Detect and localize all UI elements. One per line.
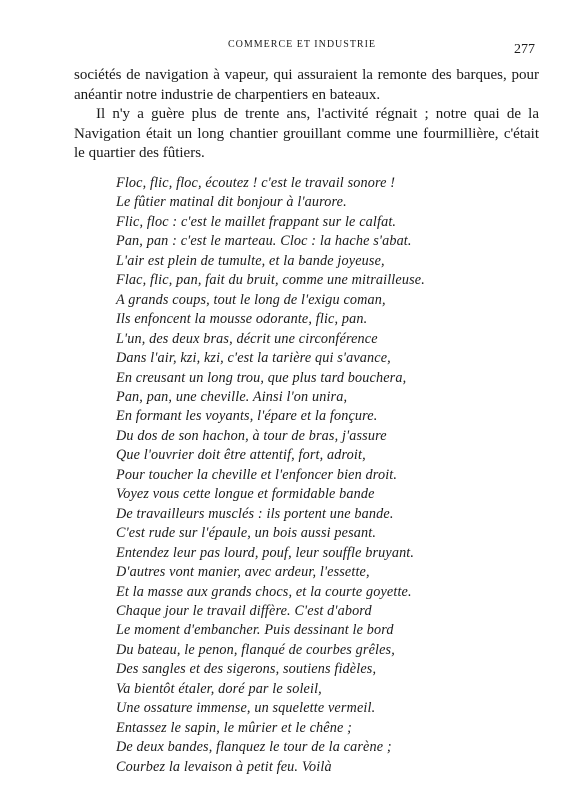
poem-line: Voyez vous cette longue et formidable bande — [116, 486, 375, 503]
poem-line: Entendez leur pas lourd, pouf, leur souffle bruyant. — [116, 544, 415, 561]
page-number: 277 — [514, 42, 535, 57]
poem-line: Floc, flic, floc, écoutez ! c'est le travail sonore ! — [116, 175, 396, 191]
poem-line: Ils enfoncent la mousse odorante, flic, pan. — [116, 311, 368, 328]
poem-line: Courbez la levaison à petit feu. Voilà — [116, 758, 332, 775]
poem-line: Pan, pan, une cheville. Ainsi l'on unira, — [116, 388, 348, 405]
poem-line: L'air est plein de tumulte, et la bande joyeuse, — [116, 252, 385, 269]
prose-block — [74, 66, 539, 164]
prose-paragraph: sociétés de navigation à vapeur, qui assuraient la remonte des barques, pour anéantir notre industrie de charpentiers en bateaux. — [74, 67, 539, 103]
poem-line: Le fûtier matinal dit bonjour à l'aurore. — [116, 194, 347, 211]
poem-line: Du dos de son hachon, à tour de bras, j'assure — [116, 427, 387, 444]
poem-line: Pour toucher la cheville et l'enfoncer bien droit. — [116, 466, 398, 483]
poem-line: De deux bandes, flanquez le tour de la carène ; — [116, 739, 392, 756]
poem-line: C'est rude sur l'épaule, un bois aussi pesant. — [116, 525, 377, 542]
poem-line: Pan, pan : c'est le marteau. Cloc : la hache s'abat. — [116, 233, 412, 250]
poem-line: De travailleurs musclés : ils portent une bande. — [116, 505, 394, 522]
poem-line: Des sangles et des sigerons, soutiens fidèles, — [116, 661, 377, 678]
poem-line: Dans l'air, kzi, kzi, c'est la tarière qui s'avance, — [116, 350, 391, 367]
poem-line: D'autres vont manier, avec ardeur, l'essette, — [116, 564, 370, 581]
poem-line: Flac, flic, pan, fait du bruit, comme une mitrailleuse. — [116, 272, 425, 289]
poem-line: En creusant un long trou, que plus tard bouchera, — [116, 369, 407, 386]
poem-line: Du bateau, le penon, flanqué de courbes grêles, — [116, 641, 395, 658]
running-head: COMMERCE ET INDUSTRIE — [228, 39, 377, 50]
prose-paragraph: Il n'y a guère plus de trente ans, l'activité régnait ; notre quai de la Navigation était un long chantier grouillant comme une fourmillière, c'était le quartier des fûtiers. — [74, 106, 539, 162]
poem-line: En formant les voyants, l'épare et la fonçure. — [116, 408, 378, 425]
poem-line: Va bientôt étaler, doré par le soleil, — [116, 680, 322, 697]
poem-line: L'un, des deux bras, décrit une circonférence — [116, 330, 378, 347]
poem-line: Et la masse aux grands chocs, et la courte goyette. — [116, 583, 412, 600]
poem-line: Entassez le sapin, le mûrier et le chêne ; — [116, 719, 353, 736]
poem — [116, 174, 536, 777]
poem-line: Le moment d'embancher. Puis dessinant le bord — [116, 622, 394, 639]
poem-line: Que l'ouvrier doit être attentif, fort, adroit, — [116, 447, 366, 464]
poem-line: A grands coups, tout le long de l'exigu coman, — [116, 291, 386, 308]
poem-line: Une ossature immense, un squelette vermeil. — [116, 700, 376, 717]
poem-line: Flic, floc : c'est le maillet frappant sur le calfat. — [116, 213, 397, 230]
poem-line: Chaque jour le travail diffère. C'est d'abord — [116, 602, 372, 619]
